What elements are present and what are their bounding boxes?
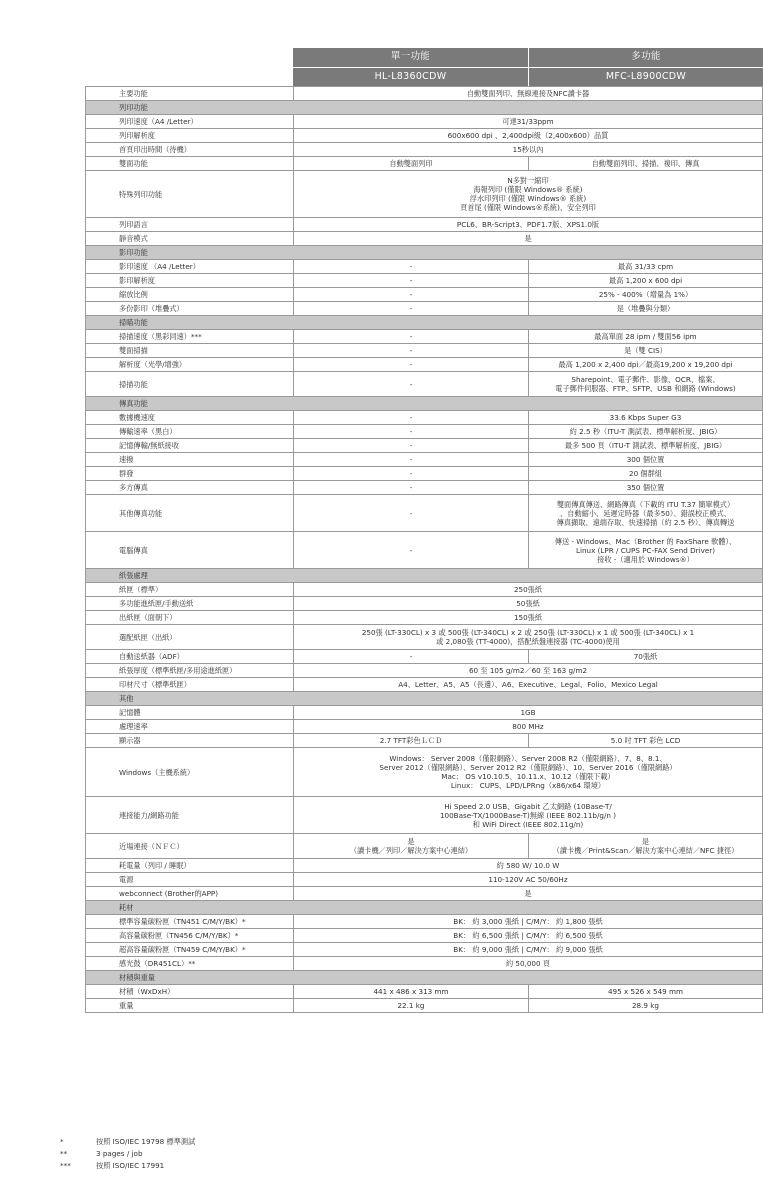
cell-line: 雙面傳真傳送、網路傳真（下載的 ITU T.37 簡單模式） (556, 499, 735, 509)
row-label: 標準容量碳粉匣（TN451 C/M/Y/BK）* (85, 915, 293, 928)
hl-l8360cdw-value: - (293, 650, 528, 663)
mfc-l8900cdw-value: 最高 1,200 x 2,400 dpi／最高19,200 x 19,200 dpi (528, 358, 763, 371)
section-row (85, 692, 763, 706)
cell-line: 100Base-TX/1000Base-T)無線 (IEEE 802.11b/g/n ) (439, 810, 617, 820)
table-row (85, 583, 763, 597)
hl-l8360cdw-value (293, 834, 528, 858)
table-row (85, 748, 763, 797)
cell-line: 或 2,080張 (TT-4000)，搭配紙盤連接器 (TC-4000)使用 (436, 637, 620, 646)
row-label: 電源 (85, 873, 293, 886)
footnote (60, 1160, 195, 1172)
hl-l8360cdw-value: - (293, 532, 528, 568)
cell-line: 、自動縮小、延遲定時器（最多50）、錯誤校正模式、 (560, 508, 731, 518)
row-label: webconnect (Brother的APP) (85, 887, 293, 900)
table-row (85, 372, 763, 397)
footnote-mark: * (60, 1137, 64, 1146)
row-label: 雙面掃描 (85, 344, 293, 357)
shared-value (293, 797, 763, 833)
shared-value (293, 748, 763, 796)
table-row (85, 171, 763, 218)
cell-line: （讀卡機／Print&Scan／解決方案中心連結／NFC 捷徑） (552, 846, 739, 855)
row-label: 群發 (85, 467, 293, 480)
shared-value (293, 625, 763, 649)
shared-value: 15秒以內 (293, 143, 763, 156)
mfc-l8900cdw-value: 5.0 吋 TFT 彩色 LCD (528, 734, 763, 747)
mfc-l8900cdw-value: 約 2.5 秒（ITU-T 測試表、標準解析度、JBIG） (528, 425, 763, 438)
section-row (85, 101, 763, 115)
table-row (85, 115, 763, 129)
table-row (85, 734, 763, 748)
row-label: 多份影印（堆疊式） (85, 302, 293, 315)
shared-value: 600x600 dpi 、2,400dpi級（2,400x600）品質 (293, 129, 763, 142)
cell-line: 250張 (LT-330CL) x 3 或 500張 (LT-340CL) x 2 或 250張 (LT-330CL) x 1 或 500張 (LT-340CL) x 1 (361, 628, 695, 637)
hl-l8360cdw-value: - (293, 372, 528, 396)
shared-value: 1GB (293, 706, 763, 719)
shared-value: 可達31/33ppm (293, 115, 763, 128)
table-header (85, 48, 763, 86)
table-row (85, 873, 763, 887)
row-label: 紙張處理 (85, 569, 293, 582)
mfc-l8900cdw-value: 20 個群組 (528, 467, 763, 480)
table-row (85, 834, 763, 859)
footnote (60, 1136, 195, 1148)
row-label: 其他 (85, 692, 293, 705)
row-label: 耗材 (85, 901, 293, 914)
shared-value: 110-120V AC 50/60Hz (293, 873, 763, 886)
shared-value: 是 (293, 887, 763, 900)
hl-l8360cdw-value: - (293, 481, 528, 494)
table-row (85, 344, 763, 358)
shared-value: BK： 約 6,500 張紙 | C/M/Y： 約 6,500 張紙 (293, 929, 763, 942)
row-label: 雙面功能 (85, 157, 293, 170)
row-label: 記憶體 (85, 706, 293, 719)
col2-title: 多功能 (529, 48, 763, 68)
footnote-mark: ** (60, 1149, 68, 1158)
mfc-l8900cdw-value: 33.6 Kbps Super G3 (528, 411, 763, 424)
row-label: 高容量碳粉匣（TN456 C/M/Y/BK）* (85, 929, 293, 942)
hl-l8360cdw-value: - (293, 495, 528, 531)
cell-line: 浮水印列印 (僅限 Windows® 系統) (469, 194, 587, 203)
row-label: 列印語言 (85, 218, 293, 231)
shared-value: 150張紙 (293, 611, 763, 624)
mfc-l8900cdw-value: 300 個位置 (528, 453, 763, 466)
table-row (85, 887, 763, 901)
mfc-l8900cdw-value (528, 532, 763, 568)
mfc-l8900cdw-value: 25% - 400%（增量為 1%） (528, 288, 763, 301)
row-label: 多功能進紙匣/手動送紙 (85, 597, 293, 610)
cell-line: 傳送 - Windows、Mac（Brother 的 FaxShare 軟體）、 (554, 536, 737, 546)
section-row (85, 569, 763, 583)
hl-l8360cdw-value: - (293, 288, 528, 301)
footnote-text: 3 pages / job (96, 1149, 143, 1158)
shared-value: A4、Letter、A5、A5（長邊）、A6、Executive、Legal、Folio、Mexico Legal (293, 678, 763, 691)
shared-value: 約 580 W/ 10.0 W (293, 859, 763, 872)
row-label: 印材尺寸（標準紙匣） (85, 678, 293, 691)
hl-l8360cdw-value: - (293, 439, 528, 452)
row-label: 傳輸速率（黑白） (85, 425, 293, 438)
mfc-l8900cdw-value: 最高 1,200 x 600 dpi (528, 274, 763, 287)
hl-l8360cdw-value: - (293, 274, 528, 287)
row-label: 掃描速度（黑彩同速）*** (85, 330, 293, 343)
table-row (85, 664, 763, 678)
table-row (85, 274, 763, 288)
row-label: 重量 (85, 999, 293, 1012)
section-row (85, 246, 763, 260)
row-label: 超高容量碳粉匣（TN459 C/M/Y/BK）* (85, 943, 293, 956)
row-label: 速撥 (85, 453, 293, 466)
hl-l8360cdw-value: - (293, 344, 528, 357)
row-label: 靜音模式 (85, 232, 293, 245)
table-row (85, 129, 763, 143)
table-body (85, 86, 763, 1013)
shared-value: 約 50,000 頁 (293, 957, 763, 970)
table-row (85, 439, 763, 453)
row-label: 首頁印出時間（待機） (85, 143, 293, 156)
row-label: 列印速度（A4 /Letter） (85, 115, 293, 128)
footnote (60, 1148, 195, 1160)
row-label: 出紙匣（面朝下） (85, 611, 293, 624)
mfc-l8900cdw-value (528, 372, 763, 396)
shared-value: 是 (293, 232, 763, 245)
cell-line: （讀卡機／列印／解決方案中心連結） (349, 846, 473, 855)
table-row (85, 985, 763, 999)
cell-line: 傳真擷取、遠端存取、快速掃描（約 2.5 秒）、傳真轉送 (556, 517, 735, 527)
row-label: 影印速度 （A4 /Letter） (85, 260, 293, 273)
mfc-l8900cdw-value: 最多 500 頁（ITU-T 測試表、標準解析度、JBIG） (528, 439, 763, 452)
col1-header (293, 48, 529, 86)
table-row (85, 453, 763, 467)
hl-l8360cdw-value: - (293, 425, 528, 438)
row-label: 電腦傳真 (85, 532, 293, 568)
cell-line: 頁首尾 (僅限 Windows®系統)、安全列印 (460, 203, 596, 212)
table-row (85, 425, 763, 439)
hl-l8360cdw-value: - (293, 330, 528, 343)
section-row (85, 971, 763, 985)
table-row (85, 999, 763, 1013)
cell-line: 海報列印 (僅限 Windows® 系統) (473, 185, 583, 194)
mfc-l8900cdw-value (528, 834, 763, 858)
table-row (85, 86, 763, 101)
shared-value (293, 171, 763, 217)
row-label: 掃描功能 (85, 372, 293, 396)
row-label: 列印解析度 (85, 129, 293, 142)
shared-value: BK： 約 3,000 張紙 | C/M/Y： 約 1,800 張紙 (293, 915, 763, 928)
row-label: 影印解析度 (85, 274, 293, 287)
footnotes (60, 1136, 195, 1172)
row-label: 其他傳真功能 (85, 495, 293, 531)
table-row (85, 218, 763, 232)
col2-header (529, 48, 763, 86)
table-row (85, 611, 763, 625)
table-row (85, 957, 763, 971)
mfc-l8900cdw-value: 自動雙面列印、掃描、複印、傳真 (528, 157, 763, 170)
shared-value: 250張紙 (293, 583, 763, 596)
row-label: 記憶傳輸/無紙接收 (85, 439, 293, 452)
shared-value: 800 MHz (293, 720, 763, 733)
footnote-text: 按照 ISO/IEC 19798 標準測試 (96, 1137, 196, 1146)
table-row (85, 157, 763, 171)
row-label: 影印功能 (85, 246, 293, 259)
hl-l8360cdw-value: 441 x 486 x 313 mm (293, 985, 528, 998)
cell-line: Hi Speed 2.0 USB、Gigabit 乙太網路 (10Base-T/ (444, 801, 612, 811)
table-row (85, 678, 763, 692)
table-row (85, 597, 763, 611)
row-label: 處理速率 (85, 720, 293, 733)
table-row (85, 411, 763, 425)
table-row (85, 302, 763, 316)
row-label: 耗電量（列印 / 睡眠） (85, 859, 293, 872)
table-row (85, 330, 763, 344)
mfc-l8900cdw-value (528, 495, 763, 531)
cell-line: Mac： OS v10.10.5、10.11.x、10.12（僅限下載） (441, 772, 615, 781)
cell-line: Linux (LPR / CUPS PC-FAX Send Driver) (575, 545, 716, 555)
row-label: 主要功能 (85, 87, 293, 100)
shared-value: 自動雙面列印、無線連接及NFC讀卡器 (293, 87, 763, 100)
table-row (85, 943, 763, 957)
shared-value: 50張紙 (293, 597, 763, 610)
row-label: 材積與重量 (85, 971, 293, 984)
table-row (85, 260, 763, 274)
row-label: 選配紙匣（出紙） (85, 625, 293, 649)
row-label: 材積（WxDxH） (85, 985, 293, 998)
hl-l8360cdw-value: 22.1 kg (293, 999, 528, 1012)
mfc-l8900cdw-value: 495 x 526 x 549 mm (528, 985, 763, 998)
hl-l8360cdw-value: - (293, 411, 528, 424)
mfc-l8900cdw-value: 最高單面 28 ipm / 雙面56 ipm (528, 330, 763, 343)
table-row (85, 915, 763, 929)
hl-l8360cdw-value: - (293, 358, 528, 371)
table-row (85, 143, 763, 157)
table-row (85, 532, 763, 569)
row-label: 顯示器 (85, 734, 293, 747)
table-row (85, 481, 763, 495)
row-label: 多方傳真 (85, 481, 293, 494)
hl-l8360cdw-value: 2.7 TFT彩色ＬＣＤ (293, 734, 528, 747)
shared-value: PCL6、BR-Script3、PDF1.7版、XPS1.0版 (293, 218, 763, 231)
cell-line: 接收 -（適用於 Windows®） (597, 554, 694, 564)
table-row (85, 720, 763, 734)
section-row (85, 397, 763, 411)
shared-value: 60 至 105 g/m2／60 至 163 g/m2 (293, 664, 763, 677)
cell-line: Sharepoint、電子郵件、影像、OCR、檔案、 (571, 375, 720, 384)
table-row (85, 288, 763, 302)
table-row (85, 495, 763, 532)
row-label: 特殊列印功能 (85, 171, 293, 217)
row-label: 傳真功能 (85, 397, 293, 410)
table-row (85, 625, 763, 650)
table-row (85, 706, 763, 720)
row-label: 解析度（光學/增強） (85, 358, 293, 371)
row-label: 感光鼓（DR451CL）** (85, 957, 293, 970)
mfc-l8900cdw-value: 350 個位置 (528, 481, 763, 494)
hl-l8360cdw-value: - (293, 453, 528, 466)
table-row (85, 859, 763, 873)
row-label: 列印功能 (85, 101, 293, 114)
mfc-l8900cdw-value: 最高 31/33 cpm (528, 260, 763, 273)
cell-line: Linux： CUPS、LPD/LPRng（x86/x64 環境） (450, 781, 606, 790)
table-row (85, 650, 763, 664)
table-row (85, 232, 763, 246)
row-label: Windows（主機系統） (85, 748, 293, 796)
mfc-l8900cdw-value: 28.9 kg (528, 999, 763, 1012)
row-label: 自動送紙器（ADF） (85, 650, 293, 663)
cell-line: 是 (641, 837, 650, 846)
table-row (85, 797, 763, 834)
col1-title: 單一功能 (293, 48, 528, 68)
cell-line: 是 (407, 837, 415, 846)
hl-l8360cdw-value: - (293, 302, 528, 315)
cell-line: N多對一縮印 (507, 176, 549, 185)
cell-line: 電子郵件伺服器、FTP、SFTP、USB 和網路 (Windows) (555, 384, 736, 393)
col1-model: HL-L8360CDW (374, 70, 447, 82)
row-label: 數據機速度 (85, 411, 293, 424)
mfc-l8900cdw-value: 是（雙 CIS） (528, 344, 763, 357)
col2-model: MFC-L8900CDW (605, 70, 687, 82)
footnote-text: 按照 ISO/IEC 17991 (96, 1161, 165, 1170)
table-row (85, 929, 763, 943)
spec-table (85, 48, 763, 1013)
row-label: 縮放比例 (85, 288, 293, 301)
mfc-l8900cdw-value: 70張紙 (528, 650, 763, 663)
row-label: 連接能力/網路功能 (85, 797, 293, 833)
hl-l8360cdw-value: - (293, 467, 528, 480)
cell-line: Windows： Server 2008（僅限網路）、Server 2008 R2（僅限網路）、7、8、8.1、 (389, 754, 667, 763)
row-label: 掃瞄功能 (85, 316, 293, 329)
row-label: 近場連接（ＮＦＣ） (85, 834, 293, 858)
section-row (85, 901, 763, 915)
hl-l8360cdw-value: 自動雙面列印 (293, 157, 528, 170)
cell-line: Server 2012（僅限網路）、Server 2012 R2（僅限網路）、10、Server 2016（僅限網路） (379, 763, 677, 772)
row-label: 紙匣（標準） (85, 583, 293, 596)
row-label: 紙張厚度（標準紙匣/多用途進紙匣） (85, 664, 293, 677)
table-row (85, 358, 763, 372)
section-row (85, 316, 763, 330)
table-row (85, 467, 763, 481)
shared-value: BK： 約 9,000 張紙 | C/M/Y： 約 9,000 張紙 (293, 943, 763, 956)
cell-line: 和 WiFi Direct (IEEE 802.11g/n) (472, 819, 584, 829)
mfc-l8900cdw-value: 是（堆疊與分類） (528, 302, 763, 315)
hl-l8360cdw-value: - (293, 260, 528, 273)
footnote-mark: *** (60, 1161, 71, 1170)
